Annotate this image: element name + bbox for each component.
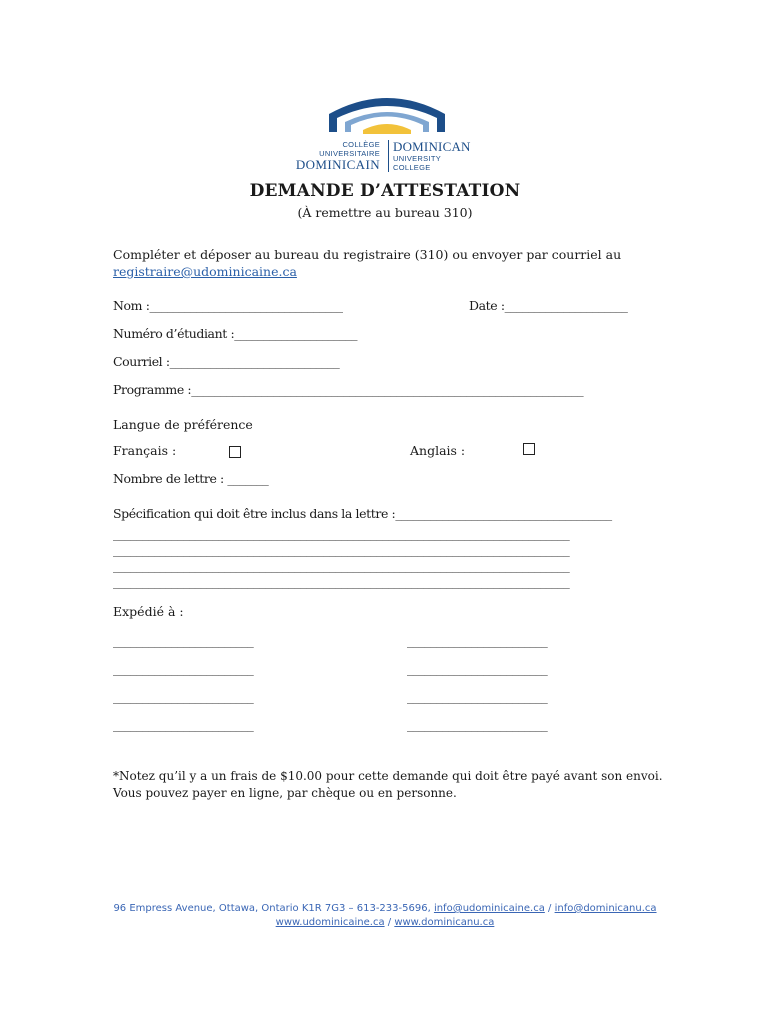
logo-en-bottom: UNIVERSITY COLLEGE xyxy=(393,154,441,172)
logo-en-top: DOMINICAN xyxy=(393,139,471,154)
intro-text: Compléter et déposer au bureau du registraire (310) ou envoyer par courriel au xyxy=(113,247,622,262)
expedie-label: Expédié à : xyxy=(113,604,184,619)
arches-logo-icon xyxy=(327,90,447,138)
footer-email-fr-link[interactable]: info@udominicaine.ca xyxy=(433,903,545,914)
numero-etudiant-field[interactable]: Numéro d’étudiant :_____________________ xyxy=(113,326,358,341)
expedie-line[interactable]: ________________________ xyxy=(407,661,548,676)
expedie-line[interactable]: ________________________ xyxy=(113,633,254,648)
anglais-checkbox[interactable] xyxy=(523,443,535,455)
footer-web-line xyxy=(0,917,770,928)
logo-fr-top: COLLÈGE UNIVERSITAIRE xyxy=(319,140,380,158)
courriel-field[interactable]: Courriel :_____________________________ xyxy=(113,354,340,369)
logo-french-name xyxy=(293,140,380,172)
specification-line[interactable]: ______________________________________________________________________________ xyxy=(113,526,570,541)
specification-line[interactable]: ______________________________________________________________________________ xyxy=(113,542,570,557)
specification-line[interactable]: ______________________________________________________________________________ xyxy=(113,558,570,573)
specification-field[interactable]: Spécification qui doit être inclus dans la lettre :_____________________________________ xyxy=(113,506,612,521)
nom-field[interactable]: Nom :_________________________________ xyxy=(113,298,343,313)
page-subtitle: (À remettre au bureau 310) xyxy=(297,205,473,220)
date-field[interactable]: Date :_____________________ xyxy=(469,298,628,313)
payment-note: Vous pouvez payer en ligne, par chèque ou en personne. xyxy=(113,786,457,800)
page-title: DEMANDE D’ATTESTATION xyxy=(249,181,521,201)
expedie-line[interactable]: ________________________ xyxy=(407,717,548,732)
francais-checkbox[interactable] xyxy=(229,446,241,458)
nombre-lettre-field[interactable]: Nombre de lettre : _______ xyxy=(113,471,269,486)
footer-web-en-link[interactable]: www.dominicanu.ca xyxy=(394,917,495,928)
registrar-email-link[interactable]: registraire@udominicaine.ca xyxy=(113,264,297,279)
footer-separator: / xyxy=(544,903,555,914)
francais-label: Français : xyxy=(113,443,177,458)
expedie-line[interactable]: ________________________ xyxy=(407,689,548,704)
logo-fr-bottom: DOMINICAIN xyxy=(295,157,380,172)
expedie-line[interactable]: ________________________ xyxy=(407,633,548,648)
langue-heading: Langue de préférence xyxy=(113,417,253,432)
fee-note: *Notez qu’il y a un frais de $10.00 pour cette demande qui doit être payé avant son envoi. xyxy=(113,769,663,783)
expedie-line[interactable]: ________________________ xyxy=(113,717,254,732)
specification-line[interactable]: ______________________________________________________________________________ xyxy=(113,574,570,589)
college-logo xyxy=(293,90,478,170)
footer-web-fr-link[interactable]: www.udominicaine.ca xyxy=(275,917,385,928)
footer-separator: / xyxy=(384,917,395,928)
footer-address: 96 Empress Avenue, Ottawa, Ontario K1R 7G3 – 613-233-5696, xyxy=(113,903,431,914)
footer-email-en-link[interactable]: info@dominicanu.ca xyxy=(554,903,657,914)
anglais-label: Anglais : xyxy=(410,443,466,458)
programme-field[interactable]: Programme :___________________________________________________________________ xyxy=(113,382,584,397)
logo-english-name xyxy=(388,140,478,172)
footer-address-line xyxy=(0,903,770,914)
expedie-line[interactable]: ________________________ xyxy=(113,689,254,704)
expedie-line[interactable]: ________________________ xyxy=(113,661,254,676)
